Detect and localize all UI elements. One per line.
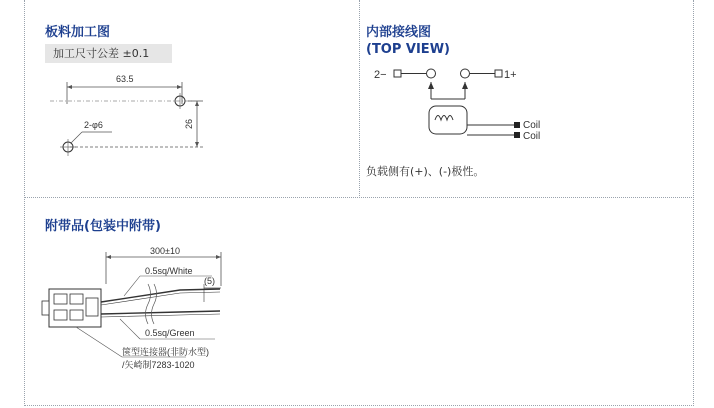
wiring-subtitle: (TOP VIEW) — [366, 42, 450, 57]
coil-label-2: Coil — [523, 131, 541, 142]
section-divider-vertical — [359, 0, 360, 198]
polarity-note: 负载侧有(+)、(-)极性。 — [366, 165, 485, 178]
terminal-left-square — [394, 70, 401, 77]
dim-strip-label: (5) — [204, 276, 215, 286]
tolerance-note: 加工尺寸公差 ±0.1 — [45, 44, 172, 63]
wiring-title: 内部接线图 — [366, 25, 432, 40]
connector-label-2: /矢崎制7283-1020 — [122, 360, 195, 370]
dim-height-label: 26 — [184, 118, 194, 129]
wire-white — [101, 289, 220, 302]
wiring-diagram — [366, 63, 556, 145]
coil-winding — [435, 116, 453, 121]
wire-bottom-label: 0.5sq/Green — [145, 328, 195, 338]
coil-terminal-2 — [514, 132, 520, 138]
wire-top-label: 0.5sq/White — [145, 266, 193, 276]
coil-terminal-1 — [514, 122, 520, 128]
plate-drawing-title: 板料加工图 — [45, 25, 111, 40]
contact-left — [427, 69, 436, 78]
accessory-title: 附带品(包装中附带) — [45, 219, 161, 234]
coil-label-1: Coil — [523, 120, 541, 131]
connector-body — [49, 289, 101, 327]
terminal-right-label: 1+ — [504, 69, 517, 81]
dim-hole-label: 2-φ6 — [84, 120, 103, 130]
coil-housing — [429, 106, 467, 134]
wire-green — [101, 311, 220, 314]
connector-label-1: 箧型连接器(非防水型) — [122, 347, 209, 357]
terminal-left-label: 2− — [374, 69, 387, 81]
accessory-drawing — [40, 244, 280, 389]
plate-drawing — [40, 68, 210, 178]
dim-length-label: 300±10 — [150, 246, 180, 256]
terminal-right-square — [495, 70, 502, 77]
contact-right — [461, 69, 470, 78]
dim-width-label: 63.5 — [116, 74, 134, 84]
